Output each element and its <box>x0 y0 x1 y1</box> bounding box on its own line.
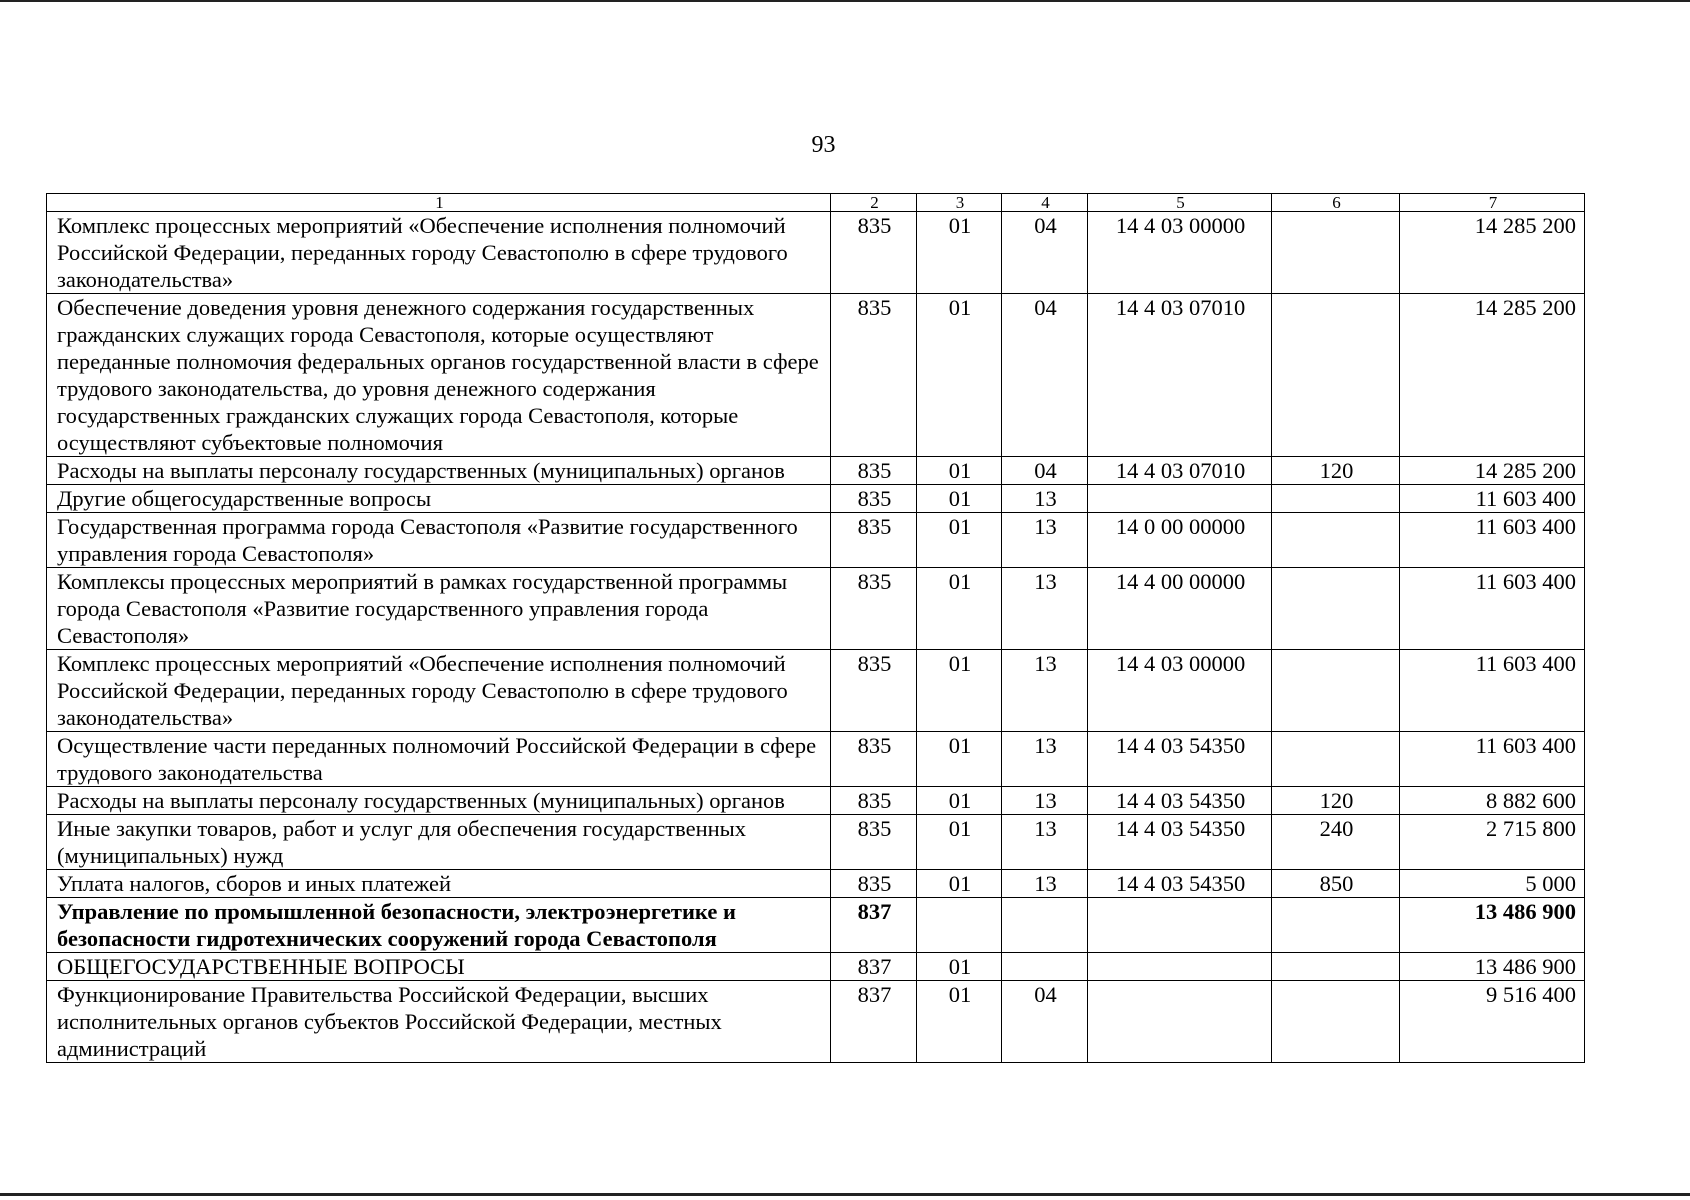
cell-expense-type: 120 <box>1272 457 1400 485</box>
cell-section <box>917 898 1002 953</box>
cell-name: ОБЩЕГОСУДАРСТВЕННЫЕ ВОПРОСЫ <box>47 953 831 981</box>
cell-admin-code: 835 <box>831 513 917 568</box>
cell-amount: 11 603 400 <box>1400 650 1585 732</box>
cell-target-article: 14 4 03 54350 <box>1088 732 1272 787</box>
cell-amount: 13 486 900 <box>1400 953 1585 981</box>
scan-bottom-edge <box>0 1193 1690 1196</box>
table-row <box>47 870 1585 898</box>
cell-section: 01 <box>917 787 1002 815</box>
header-row <box>47 194 1585 212</box>
cell-target-article <box>1088 485 1272 513</box>
cell-section: 01 <box>917 457 1002 485</box>
cell-subsection: 13 <box>1002 485 1088 513</box>
cell-name: Расходы на выплаты персоналу государственных (муниципальных) органов <box>47 457 831 485</box>
cell-subsection: 04 <box>1002 981 1088 1063</box>
cell-admin-code: 835 <box>831 732 917 787</box>
table-row <box>47 294 1585 457</box>
cell-section: 01 <box>917 485 1002 513</box>
cell-name: Функционирование Правительства Российской Федерации, высших исполнительных органов субъектов Российской Федерации, местных администраций <box>47 981 831 1063</box>
column-header-2: 2 <box>831 194 917 212</box>
cell-section: 01 <box>917 953 1002 981</box>
cell-subsection: 04 <box>1002 212 1088 294</box>
cell-expense-type <box>1272 294 1400 457</box>
cell-expense-type <box>1272 485 1400 513</box>
cell-admin-code: 835 <box>831 787 917 815</box>
column-header-3: 3 <box>917 194 1002 212</box>
cell-target-article <box>1088 953 1272 981</box>
cell-section: 01 <box>917 568 1002 650</box>
cell-admin-code: 837 <box>831 981 917 1063</box>
cell-name: Комплексы процессных мероприятий в рамках государственной программы города Севастополя «Развитие государственного управления города Севастополя» <box>47 568 831 650</box>
table-row <box>47 981 1585 1063</box>
cell-target-article <box>1088 981 1272 1063</box>
cell-admin-code: 835 <box>831 485 917 513</box>
cell-subsection: 04 <box>1002 294 1088 457</box>
cell-expense-type <box>1272 953 1400 981</box>
cell-subsection: 13 <box>1002 568 1088 650</box>
cell-admin-code: 835 <box>831 294 917 457</box>
cell-name: Комплекс процессных мероприятий «Обеспечение исполнения полномочий Российской Федерации, переданных городу Севастополю в сфере трудового законодательства» <box>47 212 831 294</box>
cell-target-article: 14 4 00 00000 <box>1088 568 1272 650</box>
cell-expense-type: 240 <box>1272 815 1400 870</box>
column-header-4: 4 <box>1002 194 1088 212</box>
cell-admin-code: 835 <box>831 650 917 732</box>
cell-amount: 2 715 800 <box>1400 815 1585 870</box>
cell-name: Управление по промышленной безопасности, электроэнергетике и безопасности гидротехнических сооружений города Севастополя <box>47 898 831 953</box>
cell-name: Уплата налогов, сборов и иных платежей <box>47 870 831 898</box>
cell-section: 01 <box>917 870 1002 898</box>
table-row <box>47 457 1585 485</box>
column-header-7: 7 <box>1400 194 1585 212</box>
column-header-5: 5 <box>1088 194 1272 212</box>
cell-section: 01 <box>917 732 1002 787</box>
cell-expense-type <box>1272 513 1400 568</box>
cell-amount: 13 486 900 <box>1400 898 1585 953</box>
cell-target-article: 14 4 03 00000 <box>1088 212 1272 294</box>
cell-expense-type <box>1272 732 1400 787</box>
cell-name: Расходы на выплаты персоналу государственных (муниципальных) органов <box>47 787 831 815</box>
cell-expense-type <box>1272 981 1400 1063</box>
cell-target-article <box>1088 898 1272 953</box>
cell-expense-type: 850 <box>1272 870 1400 898</box>
table-row <box>47 650 1585 732</box>
cell-admin-code: 835 <box>831 870 917 898</box>
cell-target-article: 14 4 03 07010 <box>1088 294 1272 457</box>
column-header-1: 1 <box>47 194 831 212</box>
cell-name: Осуществление части переданных полномочий Российской Федерации в сфере трудового законодательства <box>47 732 831 787</box>
cell-target-article: 14 4 03 54350 <box>1088 787 1272 815</box>
cell-section: 01 <box>917 650 1002 732</box>
cell-expense-type <box>1272 898 1400 953</box>
cell-section: 01 <box>917 513 1002 568</box>
cell-section: 01 <box>917 294 1002 457</box>
cell-subsection: 13 <box>1002 787 1088 815</box>
cell-expense-type <box>1272 650 1400 732</box>
table-row <box>47 898 1585 953</box>
cell-subsection <box>1002 898 1088 953</box>
cell-amount: 14 285 200 <box>1400 457 1585 485</box>
cell-amount: 8 882 600 <box>1400 787 1585 815</box>
cell-name: Комплекс процессных мероприятий «Обеспечение исполнения полномочий Российской Федерации, переданных городу Севастополю в сфере трудового законодательства» <box>47 650 831 732</box>
cell-amount: 11 603 400 <box>1400 732 1585 787</box>
cell-section: 01 <box>917 212 1002 294</box>
cell-subsection: 13 <box>1002 815 1088 870</box>
cell-amount: 14 285 200 <box>1400 212 1585 294</box>
cell-expense-type <box>1272 212 1400 294</box>
cell-amount: 11 603 400 <box>1400 568 1585 650</box>
table-row <box>47 568 1585 650</box>
table-row <box>47 485 1585 513</box>
cell-amount: 9 516 400 <box>1400 981 1585 1063</box>
scan-top-edge <box>0 0 1690 2</box>
cell-subsection: 04 <box>1002 457 1088 485</box>
cell-admin-code: 835 <box>831 568 917 650</box>
table-row <box>47 212 1585 294</box>
cell-admin-code: 835 <box>831 212 917 294</box>
table-row <box>47 787 1585 815</box>
column-header-6: 6 <box>1272 194 1400 212</box>
cell-subsection <box>1002 953 1088 981</box>
cell-expense-type <box>1272 568 1400 650</box>
cell-amount: 14 285 200 <box>1400 294 1585 457</box>
cell-admin-code: 835 <box>831 457 917 485</box>
cell-amount: 11 603 400 <box>1400 513 1585 568</box>
table-row <box>47 815 1585 870</box>
table-row <box>47 953 1585 981</box>
page-number: 93 <box>811 132 836 158</box>
table-row <box>47 513 1585 568</box>
cell-expense-type: 120 <box>1272 787 1400 815</box>
cell-name: Иные закупки товаров, работ и услуг для обеспечения государственных (муниципальных) нужд <box>47 815 831 870</box>
cell-subsection: 13 <box>1002 650 1088 732</box>
cell-amount: 11 603 400 <box>1400 485 1585 513</box>
cell-subsection: 13 <box>1002 732 1088 787</box>
cell-target-article: 14 4 03 54350 <box>1088 870 1272 898</box>
cell-admin-code: 835 <box>831 815 917 870</box>
cell-admin-code: 837 <box>831 953 917 981</box>
cell-target-article: 14 4 03 07010 <box>1088 457 1272 485</box>
table-row <box>47 732 1585 787</box>
budget-table <box>46 193 1585 1063</box>
cell-subsection: 13 <box>1002 870 1088 898</box>
cell-name: Государственная программа города Севастополя «Развитие государственного управления города Севастополя» <box>47 513 831 568</box>
cell-amount: 5 000 <box>1400 870 1585 898</box>
cell-section: 01 <box>917 981 1002 1063</box>
cell-target-article: 14 4 03 00000 <box>1088 650 1272 732</box>
cell-subsection: 13 <box>1002 513 1088 568</box>
cell-name: Другие общегосударственные вопросы <box>47 485 831 513</box>
cell-section: 01 <box>917 815 1002 870</box>
cell-admin-code: 837 <box>831 898 917 953</box>
cell-name: Обеспечение доведения уровня денежного содержания государственных гражданских служащих города Севастополя, которые осуществляют переданные полномочия федеральных органов государственной власти в сфере трудового законодательства, до уровня денежного содержания государственных гражданских служащих города Севастополя, которые осуществляют субъектовые полномочия <box>47 294 831 457</box>
cell-target-article: 14 0 00 00000 <box>1088 513 1272 568</box>
cell-target-article: 14 4 03 54350 <box>1088 815 1272 870</box>
